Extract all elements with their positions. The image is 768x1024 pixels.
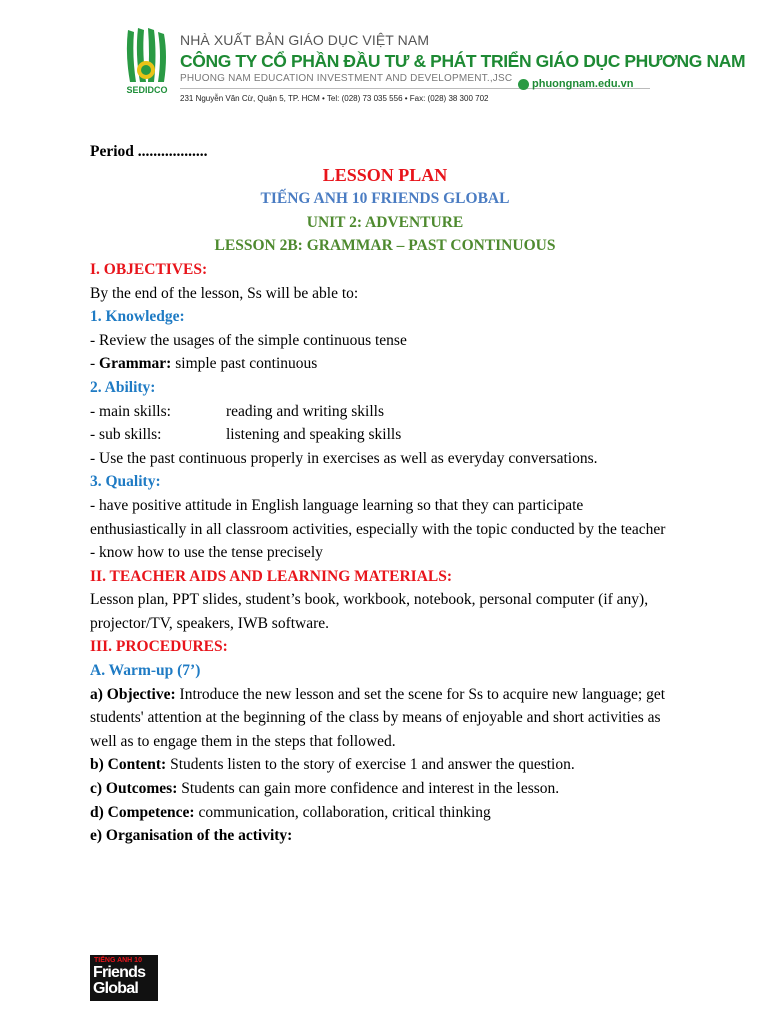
- company-name: CÔNG TY CỔ PHẦN ĐẦU TƯ & PHÁT TRIỂN GIÁO DỤC PHƯƠNG NAM: [180, 51, 746, 71]
- period-text: Period ..................: [90, 143, 208, 160]
- company-address: 231 Nguyễn Văn Cừ, Quận 5, TP. HCM • Tel: (028) 73 035 556 • Fax: (028) 38 300 702: [180, 94, 489, 103]
- ability-item-3: - Use the past continuous properly in exercises as well as everyday conversations.: [90, 449, 598, 467]
- quality-heading: 3. Quality:: [90, 473, 161, 491]
- section-materials-heading: II. TEACHER AIDS AND LEARNING MATERIALS:: [90, 567, 453, 585]
- section-procedures-heading: III. PROCEDURES:: [90, 638, 228, 656]
- ability-heading: 2. Ability:: [90, 378, 156, 396]
- friends-global-logo: [90, 955, 158, 1001]
- company-english-name: PHUONG NAM EDUCATION INVESTMENT AND DEVELOPMENT.,JSC: [180, 73, 513, 84]
- knowledge-item-2: [90, 352, 680, 376]
- warmup-content: [90, 753, 680, 777]
- publisher-name: NHÀ XUẤT BẢN GIÁO DỤC VIỆT NAM: [180, 32, 430, 48]
- sub-skills-label: - sub skills:: [90, 426, 162, 444]
- lesson-plan-body: [90, 140, 680, 848]
- grammar-label: Grammar:: [99, 355, 172, 373]
- content-text: Students listen to the story of exercise 1 and answer the question.: [166, 756, 575, 774]
- ability-main-skills: [90, 400, 680, 424]
- grammar-text: simple past continuous: [171, 355, 318, 373]
- period-line: [90, 140, 680, 164]
- competence-label: d) Competence:: [90, 803, 195, 821]
- organisation-label: e) Organisation of the activity:: [90, 827, 293, 845]
- warmup-outcomes: [90, 777, 680, 801]
- quality-item-1: - have positive attitude in English language learning so that they can participate enthusiastically in all classroom activities, especially with the topic conducted by the teacher: [90, 496, 666, 538]
- objective-text: Introduce the new lesson and set the scene for Ss to acquire new language; get students' attention at the beginning of the class by means of enjoyable and short activities as well as to engage them in the steps that followed.: [90, 685, 666, 750]
- doc-lesson: LESSON 2B: GRAMMAR – PAST CONTINUOUS: [214, 237, 556, 255]
- warmup-competence: [90, 801, 680, 825]
- outcomes-text: Students can gain more confidence and interest in the lesson.: [177, 780, 560, 798]
- materials-text: Lesson plan, PPT slides, student’s book, workbook, notebook, personal computer (if any), projector/TV, speakers, IWB software.: [90, 591, 649, 632]
- knowledge-item-1: - Review the usages of the simple continuous tense: [90, 331, 407, 349]
- footer-logo-small: TIẾNG ANH 10: [94, 957, 142, 964]
- warmup-heading: A. Warm-up (7’): [90, 662, 201, 680]
- outcomes-label: c) Outcomes:: [90, 780, 178, 798]
- objectives-intro: By the end of the lesson, Ss will be able to:: [90, 284, 359, 302]
- content-label: b) Content:: [90, 756, 167, 774]
- warmup-organisation: [90, 824, 680, 848]
- company-website: phuongnam.edu.vn: [532, 78, 634, 90]
- main-skills-label: - main skills:: [90, 402, 171, 420]
- sub-skills-value: listening and speaking skills: [226, 426, 402, 444]
- objective-label: a) Objective:: [90, 685, 176, 703]
- knowledge-heading: 1. Knowledge:: [90, 308, 185, 326]
- doc-unit: UNIT 2: ADVENTURE: [306, 213, 464, 231]
- knowledge-item-2-prefix: -: [90, 355, 100, 373]
- ability-sub-skills: [90, 423, 680, 447]
- doc-title: LESSON PLAN: [322, 164, 448, 185]
- footer-logo-global: Global: [93, 980, 138, 997]
- publisher-header: [120, 24, 746, 114]
- competence-text: communication, collaboration, critical thinking: [194, 803, 491, 821]
- doc-subtitle: TIẾNG ANH 10 FRIENDS GLOBAL: [260, 190, 510, 208]
- logo-label: SEDIDCO: [126, 85, 168, 95]
- section-objectives-heading: I. OBJECTIVES:: [90, 260, 208, 278]
- globe-icon: [518, 79, 529, 90]
- quality-item-2: - know how to use the tense precisely: [90, 544, 323, 562]
- footer-logo-friends: Friends: [93, 964, 146, 981]
- main-skills-value: reading and writing skills: [226, 402, 384, 420]
- warmup-objective: [90, 683, 680, 754]
